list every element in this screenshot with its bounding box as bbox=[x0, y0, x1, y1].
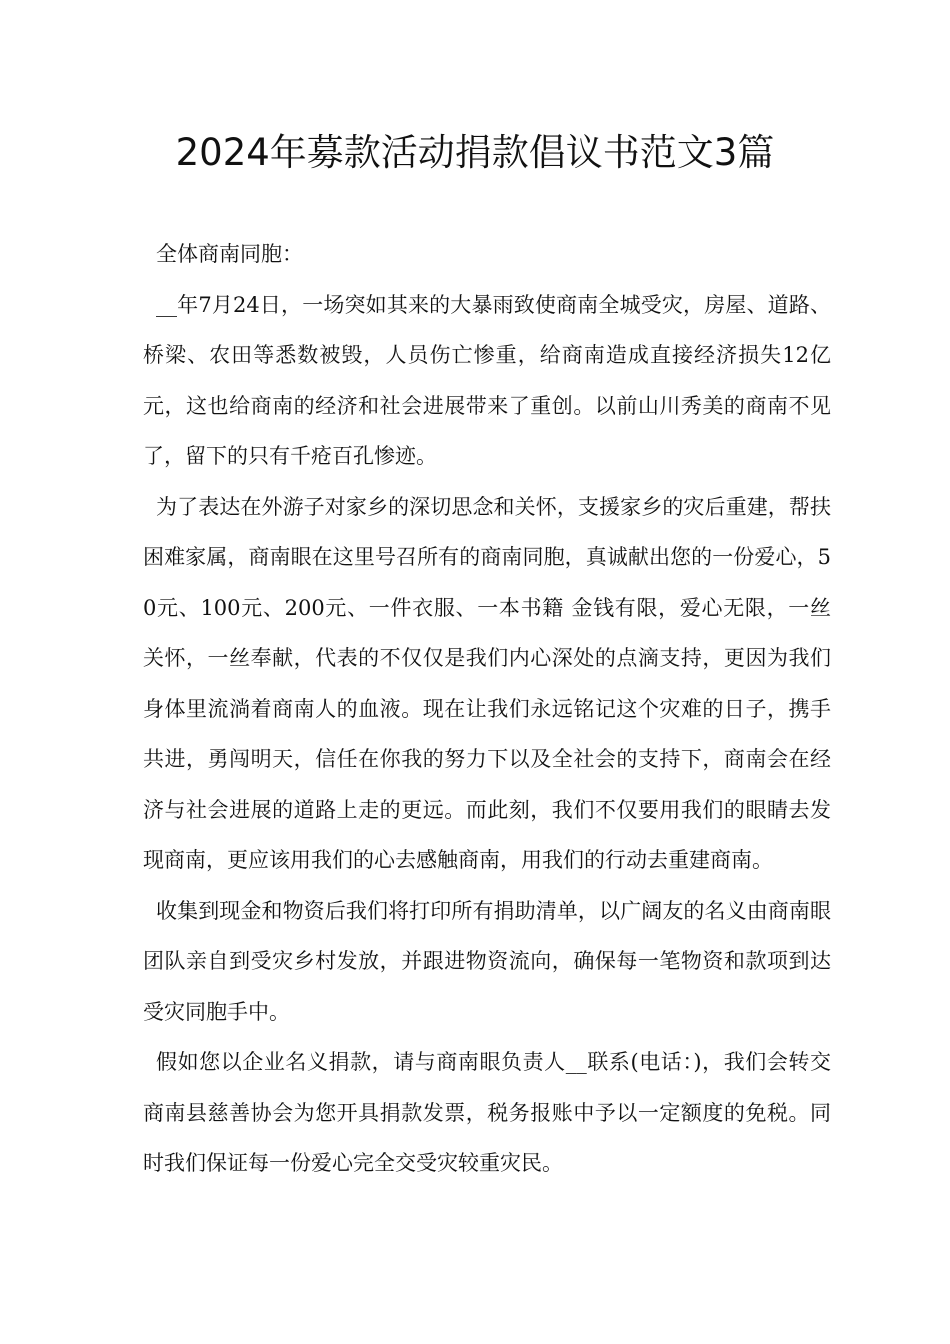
document-body bbox=[143, 229, 831, 1189]
paragraph-appeal: 为了表达在外游子对家乡的深切思念和关怀，支援家乡的灾后重建，帮扶困难家属，商南眼在这里号召所有的商南同胞，真诚献出您的一份爱心，50元、100元、200元、一件衣服、一本书籍 金钱有限，爱心无限，一丝关怀，一丝奉献，代表的不仅仅是我们内心深处的点滴支持，更因为我们身体里流淌着商南人的血液。现在让我们永远铭记这个灾难的日子，携手共进，勇闯明天，信任在你我的努力下以及全社会的支持下，商南会在经济与社会进展的道路上走的更远。而此刻，我们不仅要用我们的眼睛去发现商南，更应该用我们的心去感触商南，用我们的行动去重建商南。 bbox=[143, 494, 831, 872]
paragraph-disaster: __年7月24日，一场突如其来的大暴雨致使商南全城受灾，房屋、道路、桥梁、农田等悉数被毁，人员伤亡惨重，给商南造成直接经济损失12亿元，这也给商南的经济和社会进展带来了重创。以前山川秀美的商南不见了，留下的只有千疮百孔惨迹。 bbox=[143, 292, 831, 468]
document-title: 2024年募款活动捐款倡议书范文3篇 bbox=[175, 131, 775, 174]
paragraph-corporate-donation: 假如您以企业名义捐款，请与商南眼负责人__联系(电话：)，我们会转交商南县慈善协会为您开具捐款发票，税务报账中予以一定额度的免税。同时我们保证每一份爱心完全交受灾较重灾民。 bbox=[143, 1050, 831, 1175]
paragraph-distribution: 收集到现金和物资后我们将打印所有捐助清单，以广阔友的名义由商南眼团队亲自到受灾乡村发放，并跟进物资流向，确保每一笔物资和款项到达受灾同胞手中。 bbox=[143, 898, 831, 1024]
salutation: 全体商南同胞： bbox=[156, 242, 303, 266]
